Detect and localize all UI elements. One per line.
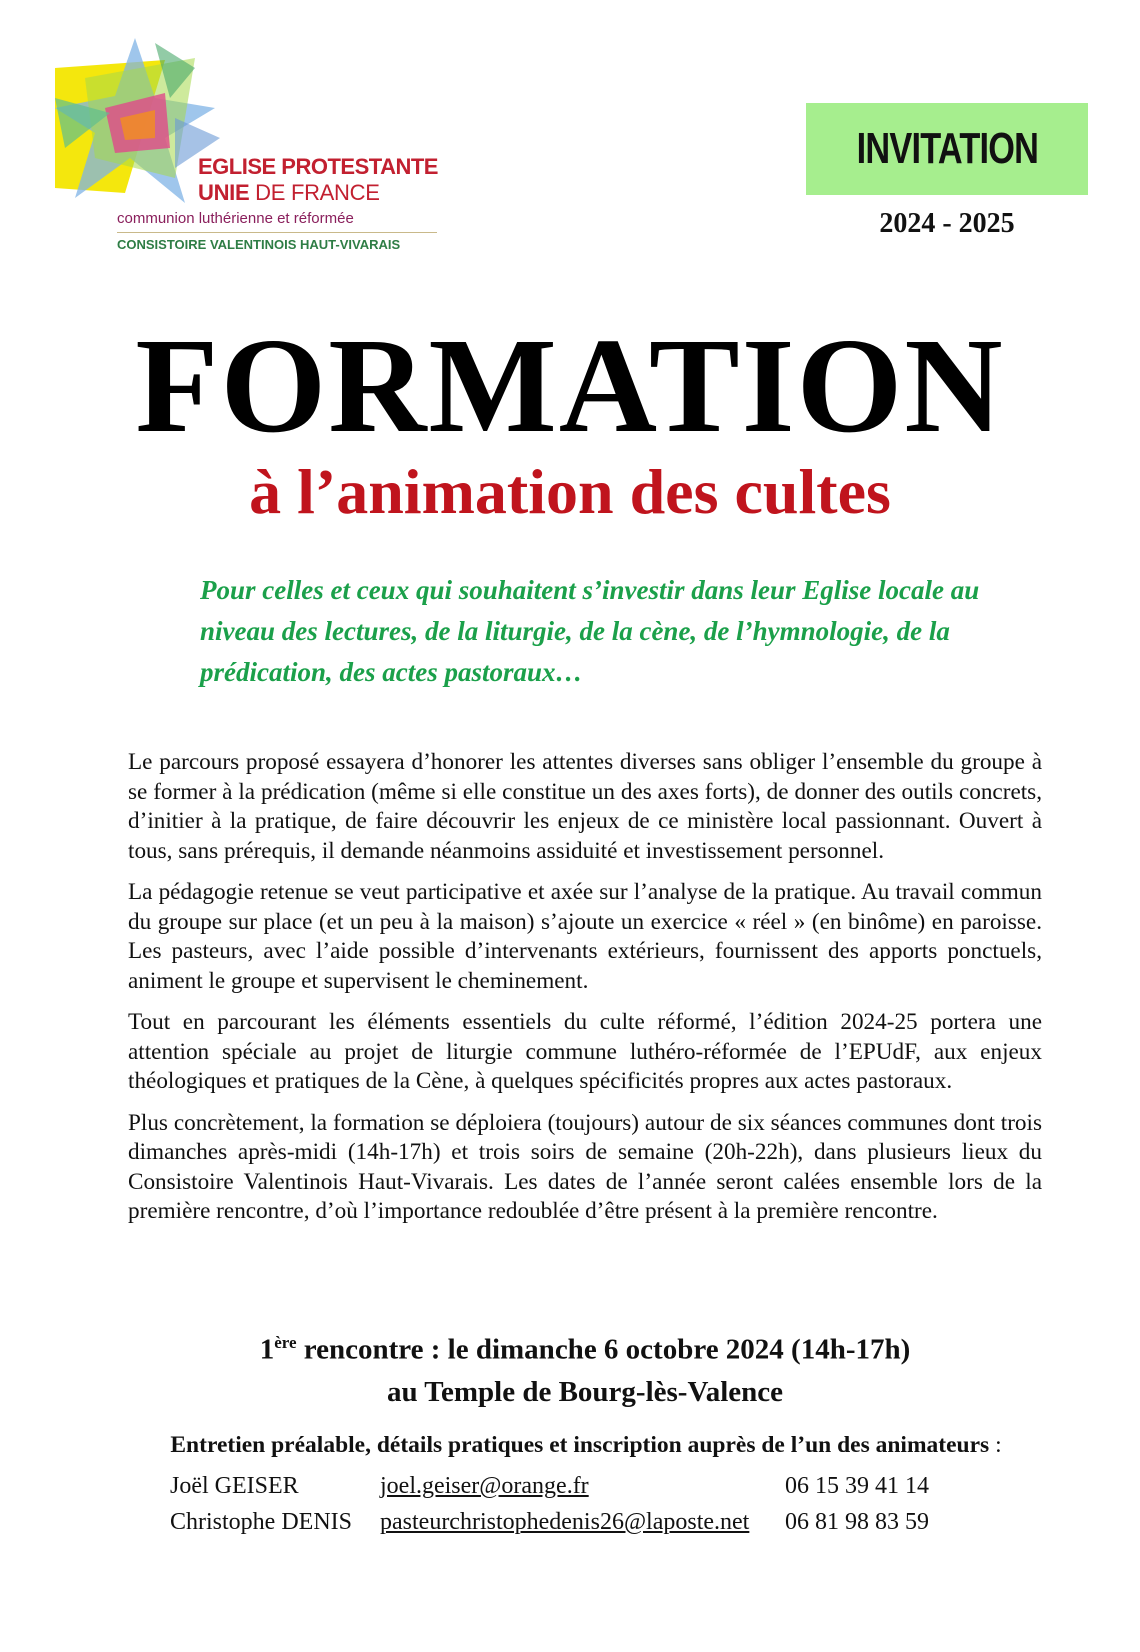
logo-line-2 — [198, 180, 380, 206]
paragraph: Tout en parcourant les éléments essentiels du culte réformé, l’édition 2024-25 portera une attention spéciale au projet de liturgie commune luthéro-réformée de l’EPUdF, aux enjeux théologiques et pratiques de la Cène, à quelques spécificités propres aux actes pastoraux. — [128, 1009, 1042, 1094]
contact-heading — [0, 1432, 1140, 1459]
invitation-label: INVITATION — [856, 124, 1038, 173]
meeting-sup: ère — [274, 1333, 297, 1352]
contact-heading-text: Entretien préalable, détails pratiques et inscription auprès de l’un des animateurs — [170, 1432, 990, 1458]
contact-phone: 06 15 39 41 14 — [785, 1473, 929, 1499]
paragraph: Plus concrètement, la formation se déploiera (toujours) autour de six séances communes dont trois dimanches après-midi (14h-17h) et trois soirs de semaine (20h-22h), dans plusieurs lieux du Consistoire Valentinois Haut-Vivarais. Les dates de l’année seront calées ensemble lors de la première rencontre, d’où l’importance redoublée d’être présent à la première rencontre. — [128, 1109, 1042, 1224]
logo-line-2-bold: UNIE — [198, 180, 250, 205]
paragraph: Le parcours proposé essayera d’honorer les attentes diverses sans obliger l’ensemble du groupe à se former à la prédication (même si elle constitue un des axes forts), de donner des outils concrets, d’initier à la pratique, de faire découvrir les enjeux de ce ministère local passionnant. Ouvert à tous, sans prérequis, il demande néanmoins assiduité et investissement personnel. — [128, 749, 1042, 864]
contact-name: Christophe DENIS — [170, 1509, 352, 1535]
paragraph: La pédagogie retenue se veut participative et axée sur l’analyse de la pratique. Au travail commun du groupe sur place (et un peu à la maison) s’ajoute un exercice « réel » (en binôme) en paroisse. Les pasteurs, avec l’aide possible d’intervenants extérieurs, fournissent des apports ponctuels, animent le groupe et supervisent le cheminement. — [128, 879, 1042, 994]
logo-line-1: EGLISE PROTESTANTE — [198, 154, 438, 179]
lead-text: Pour celles et ceux qui souhaitent s’investir dans leur Eglise locale au niveau des lectures, de la liturgie, de la cène, de l’hymnologie, de la prédication, des actes pastoraux… — [200, 575, 980, 687]
contact-email-link[interactable]: joel.geiser@orange.fr — [380, 1473, 589, 1499]
logo-divider — [117, 232, 437, 233]
church-logo — [55, 38, 455, 258]
meeting-line-2: au Temple de Bourg-lès-Valence — [386, 1375, 784, 1408]
meeting-rest: rencontre : le dimanche 6 octobre 2024 (14h-17h) — [296, 1333, 911, 1366]
meeting-num: 1 — [259, 1333, 275, 1366]
logo-line-3: communion luthérienne et réformée — [117, 210, 354, 227]
years-label: 2024 - 2025 — [879, 208, 1015, 239]
page-title: FORMATION — [135, 311, 1005, 461]
contact-name: Joël GEISER — [170, 1473, 299, 1499]
meeting-info — [0, 1322, 1140, 1413]
body-text — [128, 748, 1042, 1239]
logo-line-2-rest: DE FRANCE — [249, 180, 380, 205]
contact-phone: 06 81 98 83 59 — [785, 1509, 929, 1535]
meeting-line-1 — [0, 1322, 1140, 1371]
page-subtitle: à l’animation des cultes — [249, 456, 891, 527]
contact-heading-suffix: : — [989, 1432, 1002, 1458]
logo-line-4: CONSISTOIRE VALENTINOIS HAUT-VIVARAIS — [117, 237, 401, 252]
contact-email-link[interactable]: pasteurchristophedenis26@laposte.net — [380, 1509, 750, 1535]
invitation-badge — [806, 103, 1088, 195]
